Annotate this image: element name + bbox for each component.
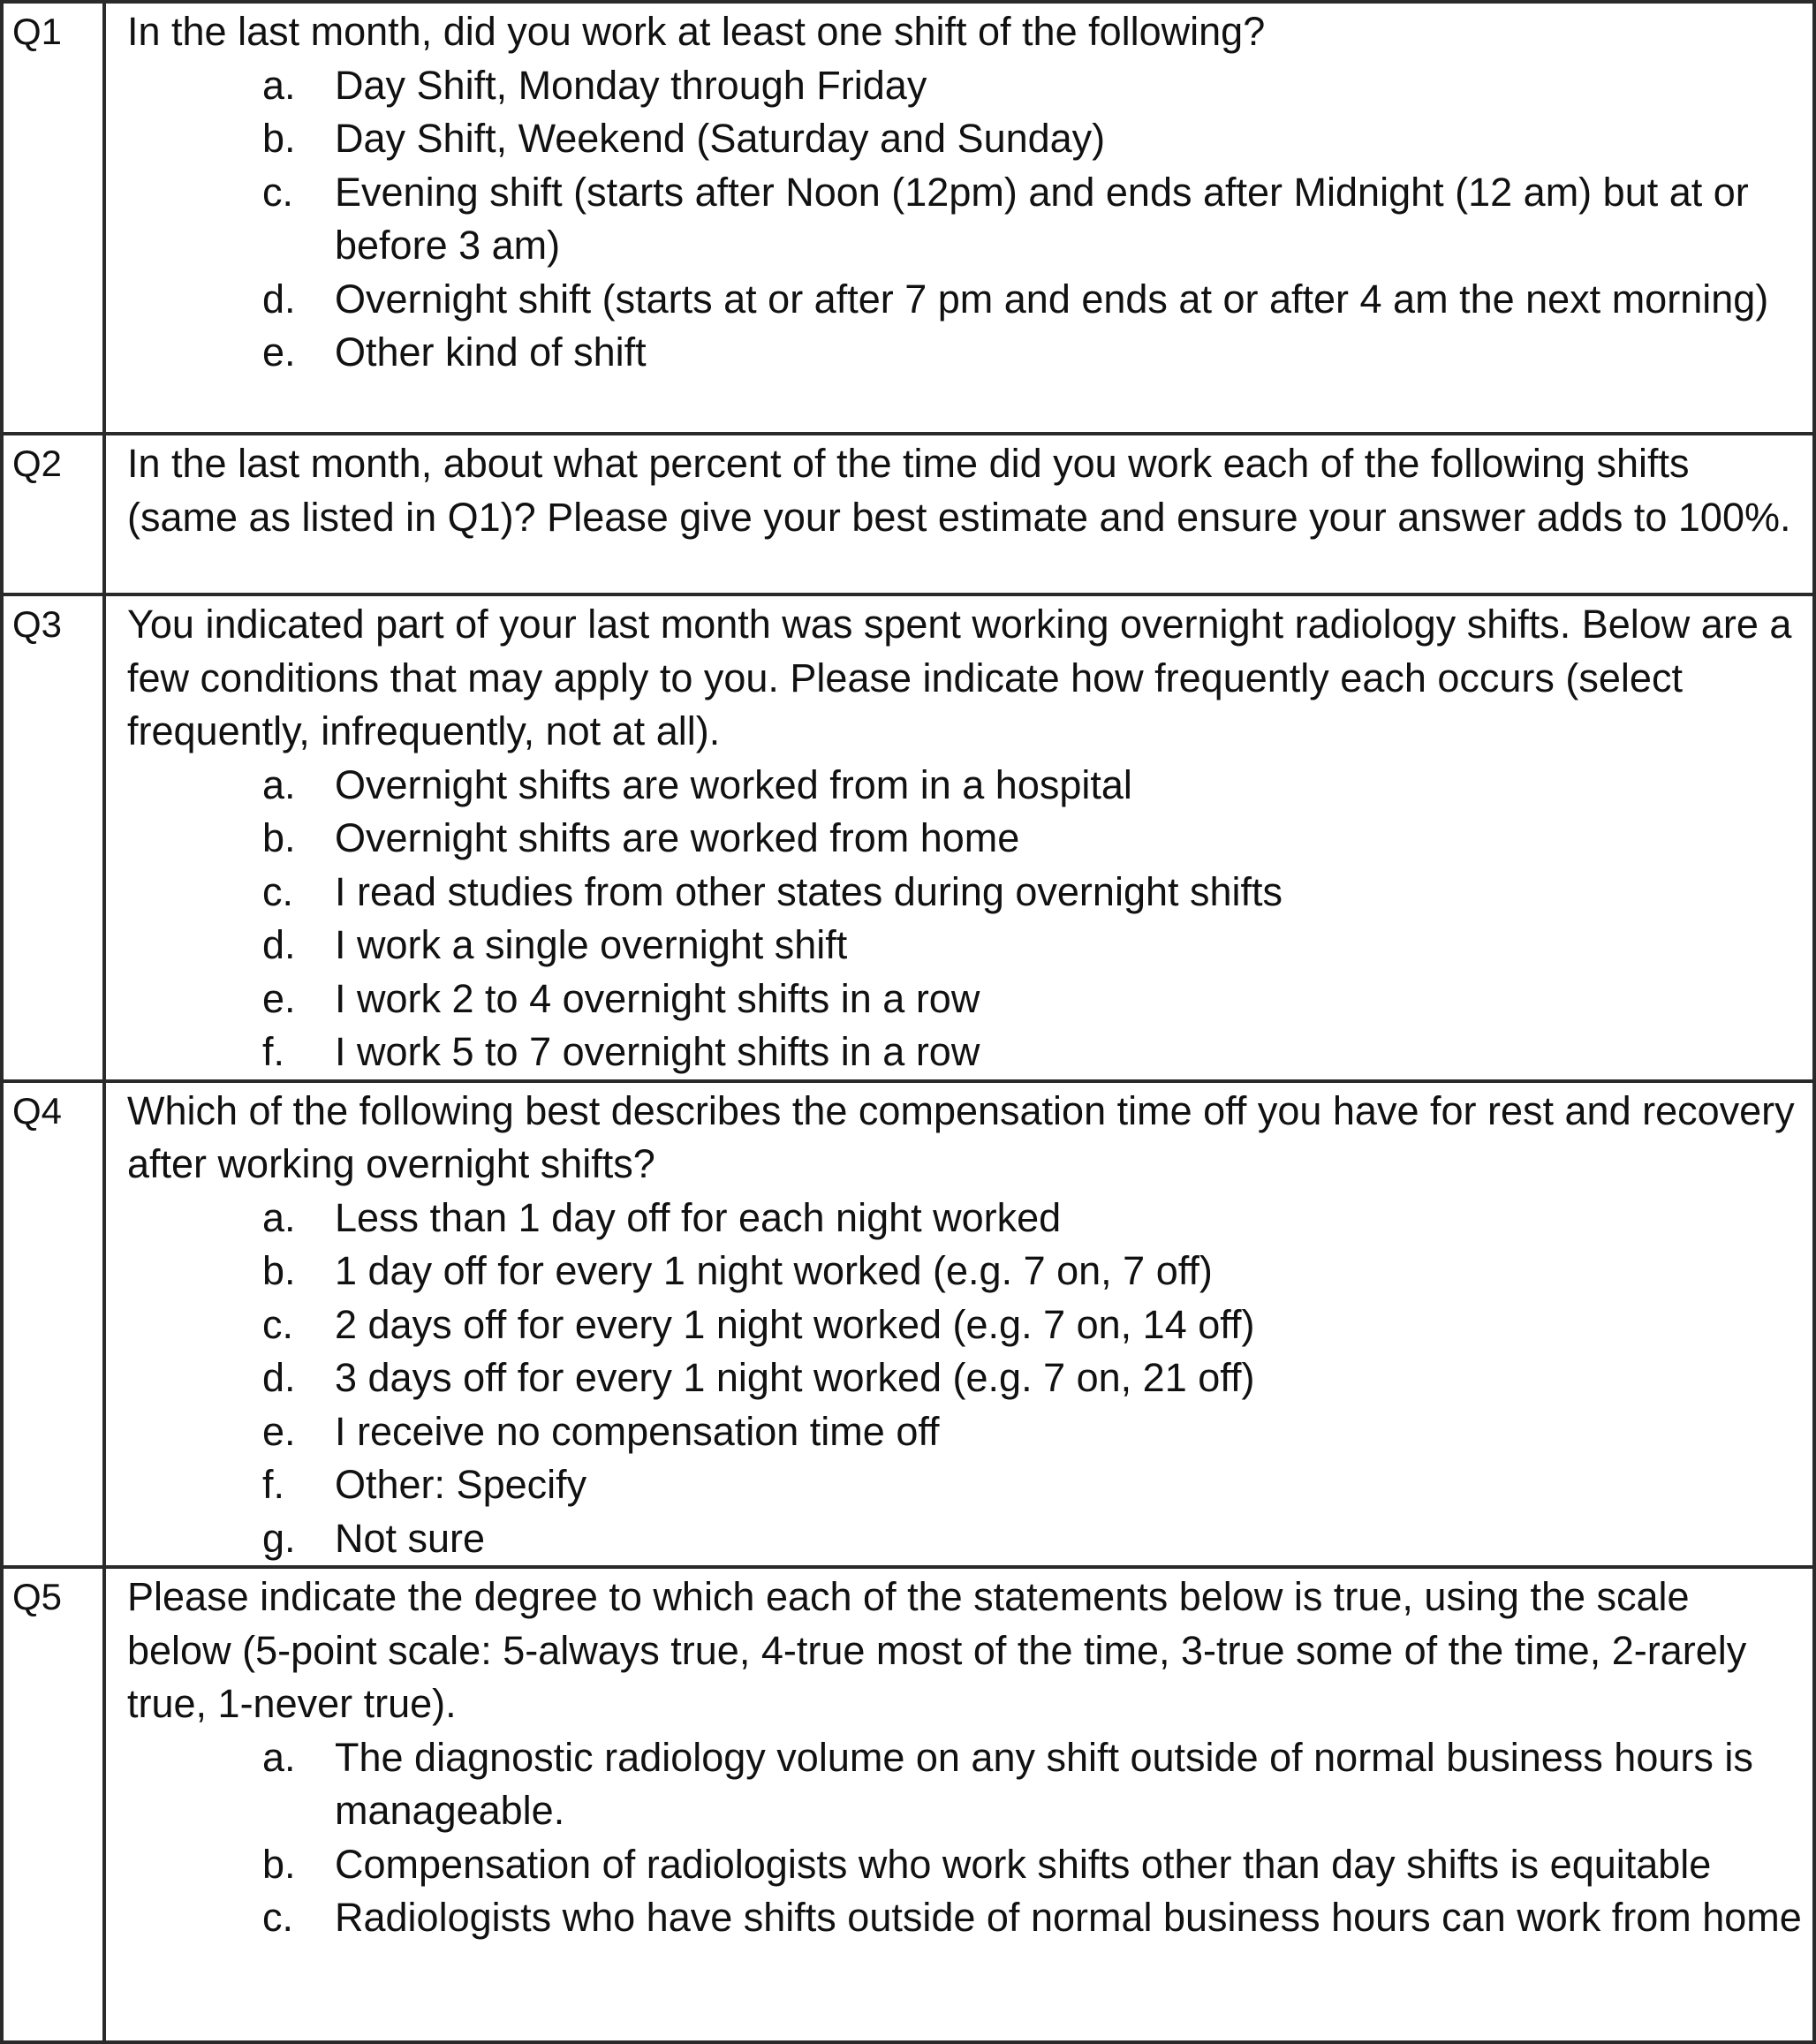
option-text: Day Shift, Monday through Friday xyxy=(335,62,927,108)
option-text: I work 5 to 7 overnight shifts in a row xyxy=(335,1029,980,1074)
option-letter: d. xyxy=(262,922,296,967)
option-letter: c. xyxy=(262,1895,294,1940)
question-row-q2 xyxy=(2,434,1814,594)
option-text: Other: Specify xyxy=(335,1462,587,1507)
option-text: Compensation of radiologists who work shifts other than day shifts is equitable xyxy=(335,1841,1712,1887)
option-text: Not sure xyxy=(335,1515,486,1561)
option-letter: a. xyxy=(262,761,296,807)
question-text: In the last month, about what percent of the time did you work each of the following shifts (same as listed in Q1)? Please give your best estimate and ensure your answer adds to 100%. xyxy=(127,441,1791,540)
question-body xyxy=(104,2,1814,434)
option-list xyxy=(127,59,1804,380)
option-item xyxy=(262,59,1804,113)
question-text: You indicated part of your last month was spent working overnight radiology shifts. Below are a few conditions that may apply to you. Please indicate how frequently each occurs (select frequently, infrequently, not at all). xyxy=(127,602,1792,753)
option-text: Overnight shift (starts at or after 7 pm and ends at or after 4 am the next morning) xyxy=(335,276,1769,322)
option-item xyxy=(262,1351,1804,1405)
question-body xyxy=(104,434,1814,594)
option-text: 1 day off for every 1 night worked (e.g. 7 on, 7 off) xyxy=(335,1248,1213,1293)
option-text: I work a single overnight shift xyxy=(335,922,848,967)
option-letter: c. xyxy=(262,169,294,215)
option-letter: b. xyxy=(262,815,296,860)
option-text: Radiologists who have shifts outside of normal business hours can work from home xyxy=(335,1895,1802,1940)
option-letter: e. xyxy=(262,1408,296,1454)
option-letter: b. xyxy=(262,116,296,161)
option-item xyxy=(262,1458,1804,1512)
option-item xyxy=(262,112,1804,166)
question-row-q5 xyxy=(2,1567,1814,2042)
option-letter: b. xyxy=(262,1841,296,1887)
option-letter: c. xyxy=(262,1301,294,1347)
option-letter: e. xyxy=(262,975,296,1021)
option-item xyxy=(262,1838,1804,1892)
option-item xyxy=(262,1192,1804,1245)
option-text: Day Shift, Weekend (Saturday and Sunday) xyxy=(335,116,1106,161)
option-text: Evening shift (starts after Noon (12pm) and ends after Midnight (12 am) but at or before 3 am) xyxy=(335,169,1749,268)
option-letter: a. xyxy=(262,1734,296,1780)
option-text: Overnight shifts are worked from in a hospital xyxy=(335,761,1132,807)
option-text: Overnight shifts are worked from home xyxy=(335,815,1020,860)
question-text: Which of the following best describes the compensation time off you have for rest and recovery after working overnight shifts? xyxy=(127,1087,1795,1186)
question-id: Q1 xyxy=(2,2,104,434)
option-letter: b. xyxy=(262,1248,296,1293)
option-text: I receive no compensation time off xyxy=(335,1408,940,1454)
option-letter: f. xyxy=(262,1029,285,1074)
option-item xyxy=(262,812,1804,866)
option-letter: c. xyxy=(262,868,294,914)
question-text: Please indicate the degree to which each of the statements below is true, using the scale below (5-point scale: 5-always true, 4-true most of the time, 3-true some of the time, 2-rarely true, 1-never true). xyxy=(127,1574,1747,1726)
option-item xyxy=(262,919,1804,973)
question-body xyxy=(104,1081,1814,1568)
option-item xyxy=(262,759,1804,813)
question-row-q4 xyxy=(2,1081,1814,1568)
question-body xyxy=(104,594,1814,1081)
option-letter: d. xyxy=(262,276,296,322)
option-text: I work 2 to 4 overnight shifts in a row xyxy=(335,975,980,1021)
option-item xyxy=(262,1245,1804,1298)
option-item xyxy=(262,1026,1804,1079)
question-row-q3 xyxy=(2,594,1814,1081)
option-letter: a. xyxy=(262,62,296,108)
question-id: Q2 xyxy=(2,434,104,594)
option-text: Less than 1 day off for each night worked xyxy=(335,1194,1062,1240)
option-letter: a. xyxy=(262,1194,296,1240)
option-item xyxy=(262,1731,1804,1838)
option-letter: e. xyxy=(262,329,296,375)
option-item xyxy=(262,326,1804,380)
question-id: Q3 xyxy=(2,594,104,1081)
option-letter: d. xyxy=(262,1355,296,1400)
option-text: 3 days off for every 1 night worked (e.g. 7 on, 21 off) xyxy=(335,1355,1255,1400)
option-letter: g. xyxy=(262,1515,296,1561)
option-text: 2 days off for every 1 night worked (e.g. 7 on, 14 off) xyxy=(335,1301,1255,1347)
option-list xyxy=(127,1731,1804,1945)
question-id: Q5 xyxy=(2,1567,104,2042)
option-item xyxy=(262,866,1804,920)
option-text: I read studies from other states during overnight shifts xyxy=(335,868,1283,914)
option-text: The diagnostic radiology volume on any shift outside of normal business hours is manageable. xyxy=(335,1734,1753,1833)
option-item xyxy=(262,1891,1804,1945)
question-text: In the last month, did you work at least one shift of the following? xyxy=(127,9,1266,54)
question-id: Q4 xyxy=(2,1081,104,1568)
option-item xyxy=(262,1298,1804,1352)
option-text: Other kind of shift xyxy=(335,329,647,375)
option-list xyxy=(127,759,1804,1079)
option-letter: f. xyxy=(262,1462,285,1507)
option-item xyxy=(262,1405,1804,1459)
option-item xyxy=(262,973,1804,1026)
question-body xyxy=(104,1567,1814,2042)
option-item xyxy=(262,166,1804,273)
option-item xyxy=(262,273,1804,327)
option-item xyxy=(262,1512,1804,1566)
option-list xyxy=(127,1192,1804,1566)
question-row-q1 xyxy=(2,2,1814,434)
